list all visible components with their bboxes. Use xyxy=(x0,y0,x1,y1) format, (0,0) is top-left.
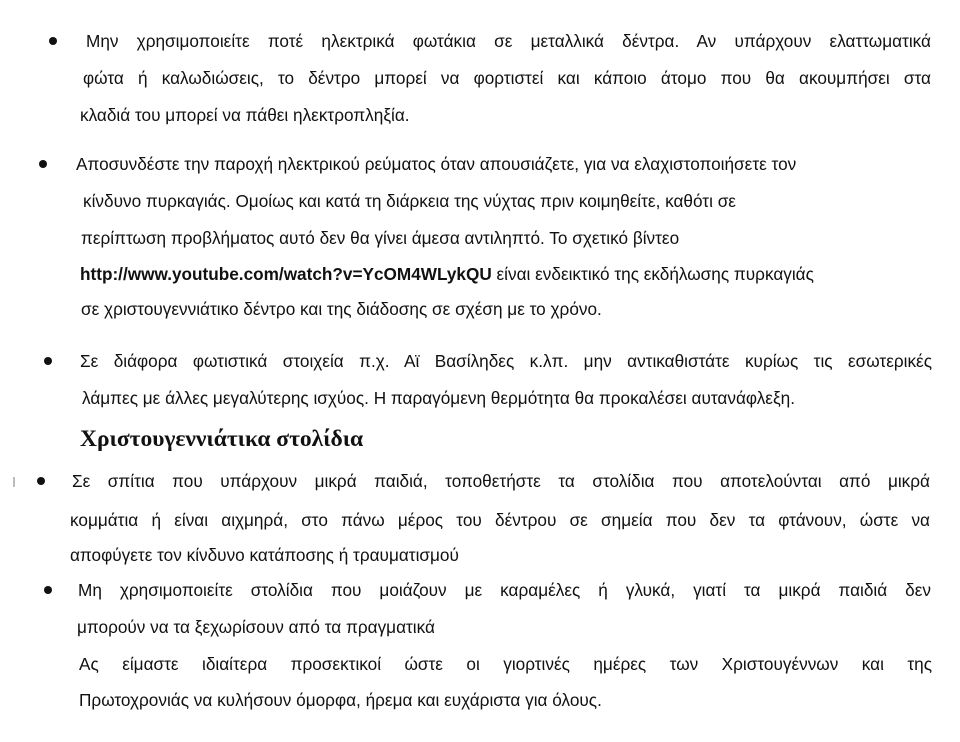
paragraph-line xyxy=(80,263,814,285)
paragraph-line: Αποσυνδέστε την παροχή ηλεκτρικού ρεύματος όταν απουσιάζετε, για να ελαχιστοποιήσετε τον xyxy=(76,154,797,174)
paragraph-line: μπορούν να τα ξεχωρίσουν από τα πραγματικά xyxy=(77,617,435,637)
bullet-point xyxy=(37,477,45,485)
bullet-point xyxy=(44,586,52,594)
bullet-point xyxy=(49,37,57,45)
closing-line: Ας είμαστε ιδιαίτερα προσεκτικοί ώστε οι γιορτινές ημέρες των Χριστουγέννων και της xyxy=(79,654,932,674)
paragraph-line: Μη χρησιμοποιείτε στολίδια που μοιάζουν με καραμέλες ή γλυκά, γιατί τα μικρά παιδιά δεν xyxy=(78,580,931,600)
bullet-point xyxy=(39,160,47,168)
paragraph-line: σε χριστουγεννιάτικο δέντρο και της διάδοσης σε σχέση με το χρόνο. xyxy=(81,299,602,319)
paragraph-line: Σε διάφορα φωτιστικά στοιχεία π.χ. Αϊ Βασίληδες κ.λπ. μην αντικαθιστάτε κυρίως τις εσωτερικές xyxy=(80,351,932,371)
link-trailing-text: είναι ενδεικτικό της εκδήλωσης πυρκαγιάς xyxy=(491,264,814,284)
paragraph-line: λάμπες με άλλες μεγαλύτερης ισχύος. Η παραγόμενη θερμότητα θα προκαλέσει αυτανάφλεξη. xyxy=(82,388,795,408)
section-heading: Χριστουγεννιάτικα στολίδια xyxy=(80,426,364,452)
paragraph-line: κομμάτια ή είναι αιχμηρά, στο πάνω μέρος του δέντρου σε σημεία που δεν τα φτάνουν, ώστε να xyxy=(70,510,930,530)
paragraph-line: κίνδυνο πυρκαγιάς. Ομοίως και κατά τη διάρκεια της νύχτας πριν κοιμηθείτε, καθότι σε xyxy=(83,191,736,211)
bullet-point xyxy=(44,357,52,365)
paragraph-line: Μην χρησιμοποιείτε ποτέ ηλεκτρικά φωτάκια σε μεταλλικά δέντρα. Αν υπάρχουν ελαττωματικά xyxy=(86,31,931,51)
scan-mark xyxy=(13,477,15,487)
closing-line: Πρωτοχρονιάς να κυλήσουν όμορφα, ήρεμα και ευχάριστα για όλους. xyxy=(79,690,602,710)
paragraph-line: φώτα ή καλωδιώσεις, το δέντρο μπορεί να φορτιστεί και κάποιο άτομο που θα ακουμπήσει στα xyxy=(83,68,931,88)
paragraph-line: Σε σπίτια που υπάρχουν μικρά παιδιά, τοποθετήστε τα στολίδια που αποτελούνται από μικρά xyxy=(72,471,930,491)
video-link[interactable]: http://www.youtube.com/watch?v=YcOM4WLykQU xyxy=(80,264,492,284)
paragraph-line: περίπτωση προβλήματος αυτό δεν θα γίνει άμεσα αντιληπτό. Το σχετικό βίντεο xyxy=(81,228,680,248)
paragraph-line: κλαδιά του μπορεί να πάθει ηλεκτροπληξία. xyxy=(80,105,410,125)
paragraph-line: αποφύγετε τον κίνδυνο κατάποσης ή τραυματισμού xyxy=(70,545,459,565)
